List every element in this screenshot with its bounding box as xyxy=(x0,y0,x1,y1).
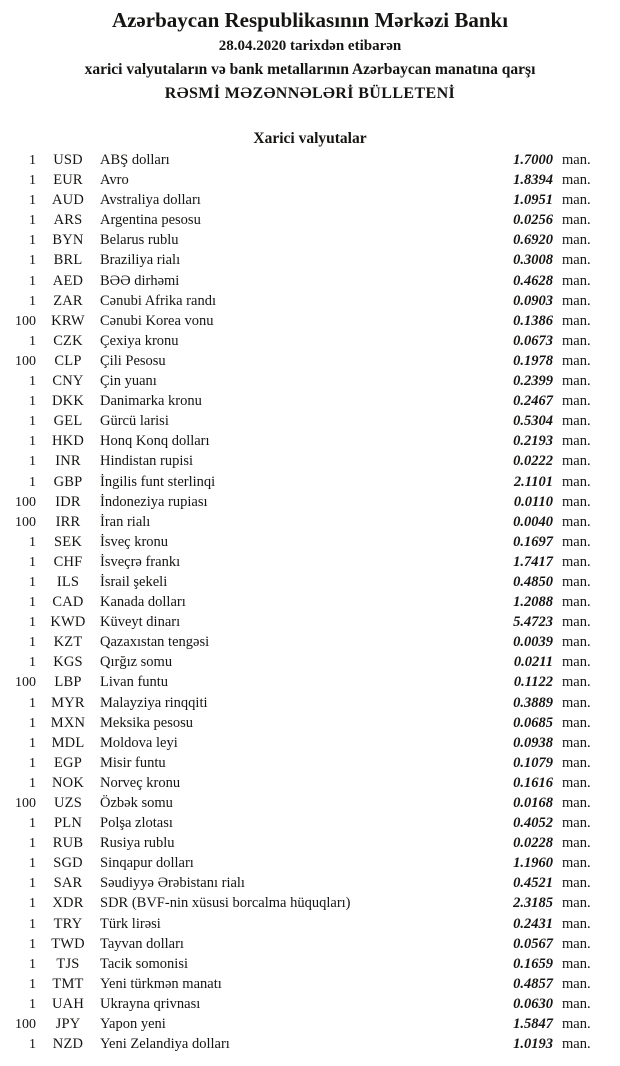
currency-name: Türk lirəsi xyxy=(100,915,161,932)
manat-unit-label: man. xyxy=(562,533,591,550)
currency-code: XDR xyxy=(52,895,84,912)
rate-row xyxy=(4,431,602,451)
currency-quantity: 1 xyxy=(29,816,36,832)
exchange-rate-value: 0.4628 xyxy=(513,272,553,289)
rate-row xyxy=(4,652,602,672)
exchange-rate-value: 1.0951 xyxy=(513,192,553,209)
currency-name: Sinqapur dolları xyxy=(100,855,194,872)
currency-quantity: 1 xyxy=(29,635,36,651)
exchange-rates-table xyxy=(0,150,620,1054)
manat-unit-label: man. xyxy=(562,734,591,751)
currency-quantity: 1 xyxy=(29,996,36,1012)
currency-quantity: 1 xyxy=(29,755,36,771)
exchange-rate-value: 0.2431 xyxy=(513,915,553,932)
currency-code: EUR xyxy=(53,172,83,189)
rate-row xyxy=(4,411,602,431)
bulletin-title: RƏSMİ MƏZƏNNƏLƏRİ BÜLLETENİ xyxy=(164,85,456,102)
rate-row xyxy=(4,954,602,974)
currency-quantity: 1 xyxy=(29,956,36,972)
rate-row xyxy=(4,914,602,934)
manat-unit-label: man. xyxy=(562,513,591,530)
manat-unit-label: man. xyxy=(562,634,591,651)
manat-unit-label: man. xyxy=(562,855,591,872)
currency-quantity: 1 xyxy=(29,655,36,671)
currency-quantity: 1 xyxy=(29,414,36,430)
rate-row xyxy=(4,190,602,210)
exchange-rate-value: 1.8394 xyxy=(513,172,553,189)
currency-quantity: 100 xyxy=(15,514,36,530)
exchange-rate-value: 0.1122 xyxy=(513,674,553,691)
currency-code: KWD xyxy=(50,614,86,631)
currency-name: Meksika pesosu xyxy=(100,714,194,731)
currency-quantity: 1 xyxy=(29,896,36,912)
manat-unit-label: man. xyxy=(562,172,591,189)
exchange-rate-value: 0.0938 xyxy=(513,734,553,751)
manat-unit-label: man. xyxy=(562,614,591,631)
currency-code: UAH xyxy=(51,995,84,1012)
currency-code: MYR xyxy=(51,694,85,711)
currency-name: Tacik somonisi xyxy=(100,955,188,972)
manat-unit-label: man. xyxy=(562,573,591,590)
rate-row xyxy=(4,693,602,713)
currency-quantity: 100 xyxy=(15,675,36,691)
exchange-rate-value: 0.1386 xyxy=(513,312,553,329)
currency-name: Yeni türkmən manatı xyxy=(100,975,222,992)
exchange-rate-value: 0.2467 xyxy=(513,393,553,410)
rate-row xyxy=(4,773,602,793)
exchange-rate-value: 0.1978 xyxy=(513,352,553,369)
rate-row xyxy=(4,210,602,230)
exchange-rate-value: 0.0211 xyxy=(513,654,553,671)
manat-unit-label: man. xyxy=(562,795,591,811)
currency-quantity: 1 xyxy=(29,193,36,209)
rate-row xyxy=(4,170,602,190)
currency-name: Səudiyyə Ərəbistanı rialı xyxy=(100,875,245,892)
currency-name: Cənubi Afrika randı xyxy=(100,292,216,309)
currency-quantity: 1 xyxy=(29,454,36,470)
currency-quantity: 1 xyxy=(29,1037,36,1053)
currency-name: İran rialı xyxy=(100,513,151,530)
currency-name: Braziliya rialı xyxy=(100,252,181,269)
currency-code: BYN xyxy=(52,232,84,249)
exchange-rate-value: 0.0040 xyxy=(513,513,553,530)
bulletin-header xyxy=(0,6,620,106)
exchange-rate-value: 0.0630 xyxy=(513,995,553,1012)
currency-name: Misir funtu xyxy=(100,754,166,771)
rate-row xyxy=(4,753,602,773)
manat-unit-label: man. xyxy=(562,835,591,852)
currency-quantity: 1 xyxy=(29,273,36,289)
currency-quantity: 100 xyxy=(15,796,36,811)
rate-row xyxy=(4,532,602,552)
currency-code: ZAR xyxy=(53,292,83,309)
manat-unit-label: man. xyxy=(562,272,591,289)
rate-row xyxy=(4,512,602,532)
currency-name: Yapon yeni xyxy=(100,1016,166,1033)
exchange-rate-value: 0.2399 xyxy=(513,373,553,390)
manat-unit-label: man. xyxy=(562,312,591,329)
rate-row xyxy=(4,331,602,351)
manat-unit-label: man. xyxy=(562,292,591,309)
manat-unit-label: man. xyxy=(562,332,591,349)
currency-name: Özbək somu xyxy=(100,795,173,811)
currency-quantity: 1 xyxy=(29,173,36,189)
currency-name: Hindistan rupisi xyxy=(100,453,194,470)
currency-quantity: 100 xyxy=(15,313,36,329)
currency-name: Yeni Zelandiya dolları xyxy=(100,1036,230,1053)
rate-row xyxy=(4,451,602,471)
exchange-rate-value: 0.0110 xyxy=(513,493,553,510)
currency-quantity: 1 xyxy=(29,856,36,872)
manat-unit-label: man. xyxy=(562,754,591,771)
currency-name: Çili Pesosu xyxy=(100,352,166,369)
rate-row xyxy=(4,291,602,311)
currency-code: RUB xyxy=(52,835,84,852)
exchange-rate-value: 0.0685 xyxy=(513,714,553,731)
currency-name: Çin yuanı xyxy=(100,373,157,390)
bulletin-subtitle: xarici valyutaların və bank metallarının Azərbaycan manatına qarşı xyxy=(84,61,536,78)
exchange-rate-value: 0.3889 xyxy=(513,694,553,711)
rate-row xyxy=(4,150,602,170)
section-title-foreign-currencies: Xarici valyutalar xyxy=(253,130,367,147)
rate-row xyxy=(4,250,602,270)
currency-code: ILS xyxy=(56,573,80,590)
effective-date: 28.04.2020 tarixdən etibarən xyxy=(218,38,402,54)
currency-quantity: 1 xyxy=(29,836,36,852)
exchange-rate-value: 1.0193 xyxy=(513,1036,553,1053)
currency-quantity: 100 xyxy=(15,494,36,510)
currency-code: CHF xyxy=(53,553,83,570)
manat-unit-label: man. xyxy=(562,393,591,410)
currency-quantity: 1 xyxy=(29,574,36,590)
currency-code: DKK xyxy=(51,393,84,410)
manat-unit-label: man. xyxy=(562,473,591,490)
rate-row xyxy=(4,733,602,753)
currency-quantity: 1 xyxy=(29,554,36,570)
manat-unit-label: man. xyxy=(562,352,591,369)
manat-unit-label: man. xyxy=(562,674,591,691)
currency-code: INR xyxy=(55,453,81,470)
currency-name: Malayziya rinqqiti xyxy=(100,694,208,711)
currency-name: Qırğız somu xyxy=(100,654,173,671)
manat-unit-label: man. xyxy=(562,152,591,168)
currency-quantity: 1 xyxy=(29,715,36,731)
currency-name: Argentina pesosu xyxy=(100,212,201,229)
rate-row xyxy=(4,391,602,411)
rate-row xyxy=(4,552,602,572)
currency-name: İndoneziya rupiası xyxy=(100,493,208,510)
currency-code: CLP xyxy=(54,352,82,369)
exchange-rate-value: 0.5304 xyxy=(513,413,553,430)
currency-code: KRW xyxy=(51,312,85,329)
exchange-rate-value: 0.0228 xyxy=(513,835,553,852)
currency-quantity: 100 xyxy=(15,353,36,369)
manat-unit-label: man. xyxy=(562,594,591,611)
manat-unit-label: man. xyxy=(562,1016,591,1033)
currency-name: İsveç kronu xyxy=(100,533,169,550)
rate-row xyxy=(4,1034,602,1054)
rate-row xyxy=(4,230,602,250)
currency-name: Belarus rublu xyxy=(100,232,179,249)
currency-code: AED xyxy=(52,272,84,289)
currency-name: İngilis funt sterlinqi xyxy=(100,473,216,490)
currency-name: İsrail şekeli xyxy=(100,573,168,590)
currency-code: CNY xyxy=(52,373,84,390)
currency-code: TMT xyxy=(52,975,84,992)
currency-code: SAR xyxy=(53,875,83,892)
rate-row xyxy=(4,271,602,291)
manat-unit-label: man. xyxy=(562,774,591,791)
rate-row xyxy=(4,934,602,954)
manat-unit-label: man. xyxy=(562,232,591,249)
currency-name: ABŞ dolları xyxy=(100,152,170,168)
currency-quantity: 1 xyxy=(29,775,36,791)
currency-code: CAD xyxy=(52,594,84,611)
currency-code: TJS xyxy=(56,955,80,972)
manat-unit-label: man. xyxy=(562,493,591,510)
exchange-rate-value: 0.1616 xyxy=(513,774,553,791)
currency-code: KGS xyxy=(53,654,83,671)
exchange-rate-value: 0.0256 xyxy=(513,212,553,229)
currency-code: SEK xyxy=(54,533,82,550)
rate-row xyxy=(4,492,602,512)
currency-quantity: 1 xyxy=(29,534,36,550)
currency-code: GBP xyxy=(53,473,83,490)
rate-row xyxy=(4,472,602,492)
rate-row xyxy=(4,371,602,391)
currency-code: CZK xyxy=(53,332,83,349)
manat-unit-label: man. xyxy=(562,212,591,229)
currency-quantity: 1 xyxy=(29,595,36,611)
currency-quantity: 1 xyxy=(29,213,36,229)
exchange-rate-value: 1.2088 xyxy=(513,594,553,611)
currency-code: TWD xyxy=(51,935,85,952)
currency-code: EGP xyxy=(54,754,82,771)
currency-name: Gürcü larisi xyxy=(100,413,169,430)
currency-code: BRL xyxy=(53,252,83,269)
currency-name: Tayvan dolları xyxy=(100,935,184,952)
manat-unit-label: man. xyxy=(562,553,591,570)
exchange-rate-value: 2.3185 xyxy=(513,895,553,912)
currency-code: SGD xyxy=(53,855,83,872)
currency-quantity: 1 xyxy=(29,695,36,711)
currency-code: HKD xyxy=(51,433,84,450)
currency-code: USD xyxy=(53,152,83,168)
currency-quantity: 1 xyxy=(29,916,36,932)
exchange-rate-value: 0.2193 xyxy=(513,433,553,450)
rate-row xyxy=(4,672,602,692)
currency-code: JPY xyxy=(55,1016,81,1033)
rate-row xyxy=(4,813,602,833)
currency-code: IRR xyxy=(55,513,81,530)
manat-unit-label: man. xyxy=(562,252,591,269)
exchange-rate-value: 2.1101 xyxy=(513,473,553,490)
manat-unit-label: man. xyxy=(562,995,591,1012)
exchange-rate-value: 1.1960 xyxy=(513,855,553,872)
exchange-rate-value: 0.0903 xyxy=(513,292,553,309)
currency-name: Avstraliya dolları xyxy=(100,192,201,209)
currency-quantity: 100 xyxy=(15,1017,36,1033)
currency-quantity: 1 xyxy=(29,936,36,952)
rate-row xyxy=(4,994,602,1014)
rate-row xyxy=(4,793,602,813)
currency-code: ARS xyxy=(53,212,83,229)
manat-unit-label: man. xyxy=(562,373,591,390)
currency-quantity: 1 xyxy=(29,293,36,309)
exchange-rate-value: 0.4521 xyxy=(513,875,553,892)
rate-row xyxy=(4,713,602,733)
currency-name: Moldova leyi xyxy=(100,734,178,751)
exchange-rate-value: 0.0222 xyxy=(513,453,553,470)
currency-quantity: 1 xyxy=(29,253,36,269)
exchange-rate-value: 0.0168 xyxy=(513,795,553,811)
manat-unit-label: man. xyxy=(562,694,591,711)
exchange-rate-value: 0.4857 xyxy=(513,975,553,992)
rate-row xyxy=(4,351,602,371)
exchange-rate-value: 0.0567 xyxy=(513,935,553,952)
currency-name: Kanada dolları xyxy=(100,594,186,611)
currency-quantity: 1 xyxy=(29,735,36,751)
currency-name: Avro xyxy=(100,172,129,189)
rate-row xyxy=(4,893,602,913)
currency-code: GEL xyxy=(53,413,83,430)
currency-name: BƏƏ dirhəmi xyxy=(100,272,180,289)
currency-name: Çexiya kronu xyxy=(100,332,179,349)
currency-quantity: 1 xyxy=(29,153,36,168)
currency-quantity: 1 xyxy=(29,333,36,349)
manat-unit-label: man. xyxy=(562,875,591,892)
currency-code: AUD xyxy=(51,192,84,209)
rate-row xyxy=(4,592,602,612)
manat-unit-label: man. xyxy=(562,935,591,952)
currency-code: KZT xyxy=(53,634,83,651)
currency-quantity: 1 xyxy=(29,615,36,631)
exchange-rate-value: 0.4052 xyxy=(513,815,553,832)
manat-unit-label: man. xyxy=(562,192,591,209)
manat-unit-label: man. xyxy=(562,433,591,450)
currency-name: Danimarka kronu xyxy=(100,393,202,410)
exchange-rate-value: 0.1659 xyxy=(513,955,553,972)
currency-code: PLN xyxy=(54,815,82,832)
bank-title: Azərbaycan Respublikasının Mərkəzi Bankı xyxy=(111,8,509,32)
currency-quantity: 1 xyxy=(29,374,36,390)
currency-name: Norveç kronu xyxy=(100,774,181,791)
exchange-rate-value: 1.7000 xyxy=(513,152,553,168)
exchange-rate-value: 0.0673 xyxy=(513,332,553,349)
currency-name: Rusiya rublu xyxy=(100,835,175,852)
currency-quantity: 1 xyxy=(29,876,36,892)
currency-name: Küveyt dinarı xyxy=(100,614,181,631)
manat-unit-label: man. xyxy=(562,714,591,731)
manat-unit-label: man. xyxy=(562,955,591,972)
currency-code: TRY xyxy=(53,915,83,932)
currency-code: MXN xyxy=(50,714,86,731)
currency-name: Qazaxıstan tengəsi xyxy=(100,634,210,651)
rate-row xyxy=(4,612,602,632)
currency-name: Ukrayna qrivnası xyxy=(100,995,201,1012)
manat-unit-label: man. xyxy=(562,413,591,430)
exchange-rate-value: 0.3008 xyxy=(513,252,553,269)
currency-name: Livan funtu xyxy=(100,674,169,691)
manat-unit-label: man. xyxy=(562,453,591,470)
currency-quantity: 1 xyxy=(29,474,36,490)
currency-quantity: 1 xyxy=(29,233,36,249)
manat-unit-label: man. xyxy=(562,895,591,912)
manat-unit-label: man. xyxy=(562,815,591,832)
currency-quantity: 1 xyxy=(29,394,36,410)
rate-row xyxy=(4,873,602,893)
currency-name: Honq Konq dolları xyxy=(100,433,210,450)
currency-code: IDR xyxy=(55,493,81,510)
currency-code: NZD xyxy=(52,1036,84,1053)
currency-quantity: 1 xyxy=(29,434,36,450)
exchange-rate-value: 1.7417 xyxy=(513,553,553,570)
exchange-rate-value: 0.0039 xyxy=(513,634,553,651)
rate-row xyxy=(4,974,602,994)
exchange-rate-value: 5.4723 xyxy=(513,614,553,631)
currency-name: Polşa zlotası xyxy=(100,815,173,832)
manat-unit-label: man. xyxy=(562,1036,591,1053)
rate-row xyxy=(4,311,602,331)
rate-row xyxy=(4,1014,602,1034)
currency-name: Cənubi Korea vonu xyxy=(100,312,214,329)
rate-row xyxy=(4,572,602,592)
exchange-rate-value: 0.6920 xyxy=(513,232,553,249)
exchange-rate-value: 1.5847 xyxy=(513,1016,553,1033)
currency-code: UZS xyxy=(54,795,82,811)
exchange-rate-value: 0.4850 xyxy=(513,573,553,590)
currency-code: LBP xyxy=(54,674,82,691)
rate-row xyxy=(4,853,602,873)
rate-row xyxy=(4,833,602,853)
currency-code: NOK xyxy=(51,774,84,791)
manat-unit-label: man. xyxy=(562,915,591,932)
exchange-rate-value: 0.1697 xyxy=(513,533,553,550)
currency-code: MDL xyxy=(51,734,85,751)
currency-name: İsveçrə frankı xyxy=(100,553,181,570)
currency-quantity: 1 xyxy=(29,976,36,992)
currency-name: SDR (BVF-nin xüsusi borcalma hüquqları) xyxy=(100,895,351,912)
manat-unit-label: man. xyxy=(562,975,591,992)
manat-unit-label: man. xyxy=(562,654,591,671)
rate-row xyxy=(4,632,602,652)
exchange-rate-value: 0.1079 xyxy=(513,754,553,771)
